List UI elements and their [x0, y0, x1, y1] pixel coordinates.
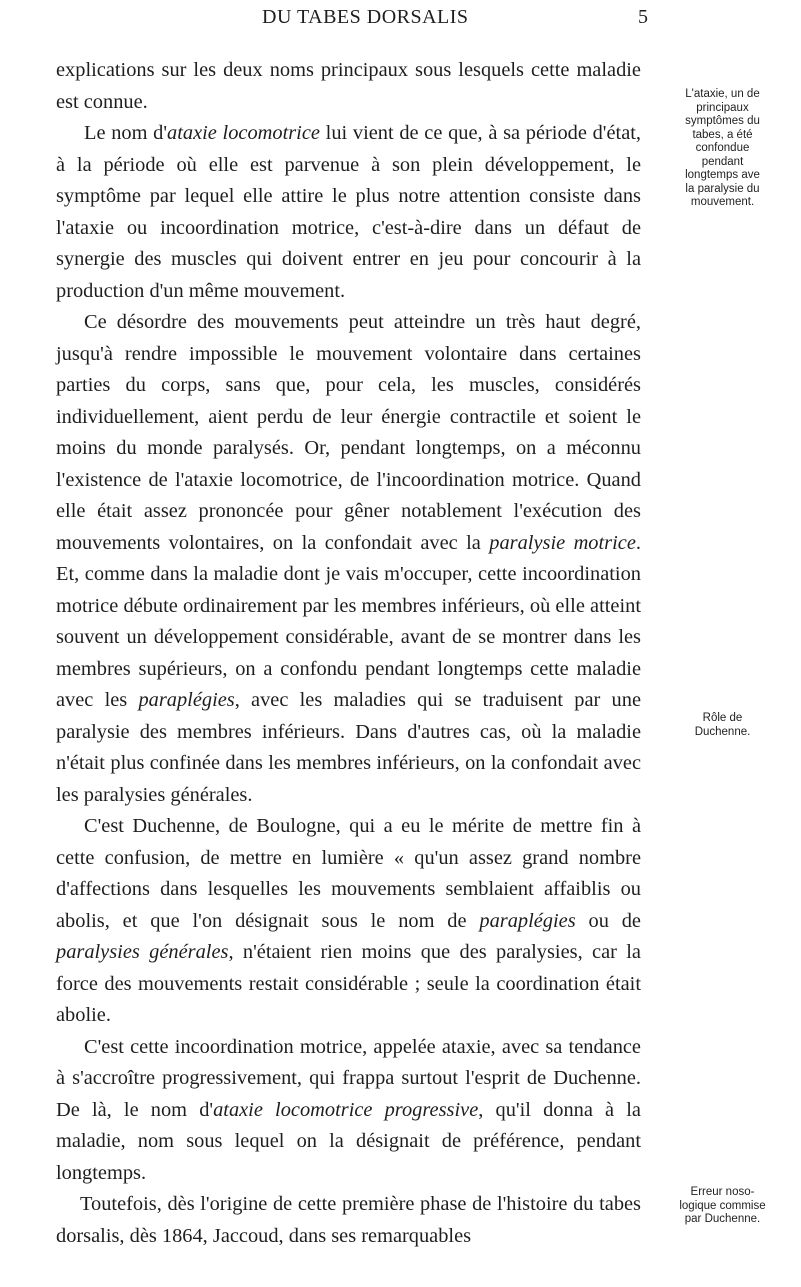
main-text: [56, 55, 641, 1252]
margin-note-line: Rôle de: [702, 712, 743, 724]
margin-note-line: symptômes du: [685, 115, 760, 127]
paragraph-2-text-a: Le nom d': [84, 122, 168, 144]
paragraph-1-text: explications sur les deux noms principaux sous lesquels cette maladie est connue.: [56, 59, 641, 113]
margin-note-line: pendant: [701, 155, 744, 168]
page-number: 5: [638, 6, 648, 28]
paragraph-4: [56, 811, 641, 1032]
term-paralysies-generales: paralysies générales: [56, 941, 229, 963]
margin-note-line: tabes, a été: [692, 128, 753, 141]
paragraph-4-text-c: , n'étaient rien moins que des paralysies, car la force des mouvements restait considérable ; seule la coordination était abolie.: [56, 941, 641, 1026]
margin-note-erreur: [650, 1186, 795, 1227]
margin-note-line: Erreur noso-: [690, 1186, 755, 1198]
paragraph-5: [56, 1032, 641, 1190]
paragraph-6-text: Toutefois, dès l'origine de cette première phase de l'histoire du tabes dorsalis, dès 1864, Jaccoud, dans ses remarquables: [56, 1193, 641, 1247]
margin-note-line: mouvement.: [690, 196, 755, 208]
paragraph-5-text-a: C'est cette incoordination motrice, appelée ataxie, avec sa tendance à s'accroître progressivement, qui frappa surtout l'esprit de Duchenne. De là, le nom d': [56, 1035, 641, 1121]
margin-note-line: Duchenne.: [694, 725, 751, 738]
margin-note-line: longtemps ave: [685, 169, 760, 181]
paragraph-2-text-b: lui vient de ce que, à sa période d'état, à la période où elle est parvenue à son plein développement, le symptôme par lequel elle attire le plus notre attention consiste dans l'ataxie ou incoordination motrice, c'est-à-dire dans un défaut de synergie des muscles qui doivent entrer en jeu pour concourir à la production d'un même mouvement.: [56, 122, 642, 302]
paragraph-3-text-c: , avec les maladies qui se traduisent par une paralysie des membres inférieurs. Dans d'autres cas, où la maladie n'était plus confinée dans les membres inférieurs, on la confondait avec les paralysies générales.: [56, 689, 641, 806]
term-paraplegies: paraplégies: [138, 689, 235, 711]
paragraph-6: [56, 1189, 641, 1252]
margin-note-line: logique commise: [679, 1199, 766, 1212]
term-ataxie-locomotrice: ataxie locomotrice: [167, 122, 320, 144]
term-paraplegies-2: paraplégies: [479, 909, 576, 932]
paragraph-3-text-b: . Et, comme dans la maladie dont je vais m'occuper, cette incoordination motrice débute ordinairement par les membres inférieurs, où elle atteint souvent un développement considérable, avant de se montrer dans les membres supérieurs, on a confondu pendant longtemps cette maladie avec les: [56, 531, 641, 711]
paragraph-2: [56, 118, 641, 307]
term-paralysie-motrice: paralysie motrice: [489, 531, 636, 554]
margin-note-line: L'ataxie, un de: [685, 88, 760, 100]
running-header: [0, 6, 801, 36]
paragraph-4-text-b: ou de: [575, 909, 641, 932]
paragraph-1: [56, 55, 641, 118]
paragraph-5-text-b: , qu'il donna à la maladie, nom sous lequel on la désignait de préférence, pendant longtemps.: [56, 1098, 641, 1184]
margin-note-line: principaux: [696, 101, 749, 114]
term-ataxie-locomotrice-progressive: ataxie locomotrice progressive: [213, 1098, 479, 1121]
running-title: DU TABES DORSALIS: [262, 6, 469, 28]
margin-note-ataxie: [650, 88, 795, 210]
paragraph-4-text-a: C'est Duchenne, de Boulogne, qui a eu le mérite de mettre fin à cette confusion, de mettre en lumière « qu'un assez grand nombre d'affections dans lesquelles les mouvements semblaient affaiblis ou abolis, et que l'on désignait sous le nom de: [56, 815, 641, 932]
margin-note-line: la paralysie du: [685, 182, 760, 195]
margin-note-line: par Duchenne.: [684, 1213, 761, 1225]
margin-note-line: confondue: [695, 142, 750, 154]
paragraph-3-text-a: Ce désordre des mouvements peut atteindre un très haut degré, jusqu'à rendre impossible le mouvement volontaire dans certaines parties du corps, sans que, pour cela, les muscles, considérés individuellement, aient perdu de leur énergie contractile et soient le moins du monde paralysés. Or, pendant longtemps, on a méconnu l'existence de l'ataxie locomotrice, de l'incoordination motrice. Quand elle était assez prononcée pour gêner notablement l'exécution des mouvements volontaires, on la confondait avec la: [56, 311, 641, 554]
margin-note-duchenne: [650, 712, 795, 739]
paragraph-3: [56, 307, 641, 811]
